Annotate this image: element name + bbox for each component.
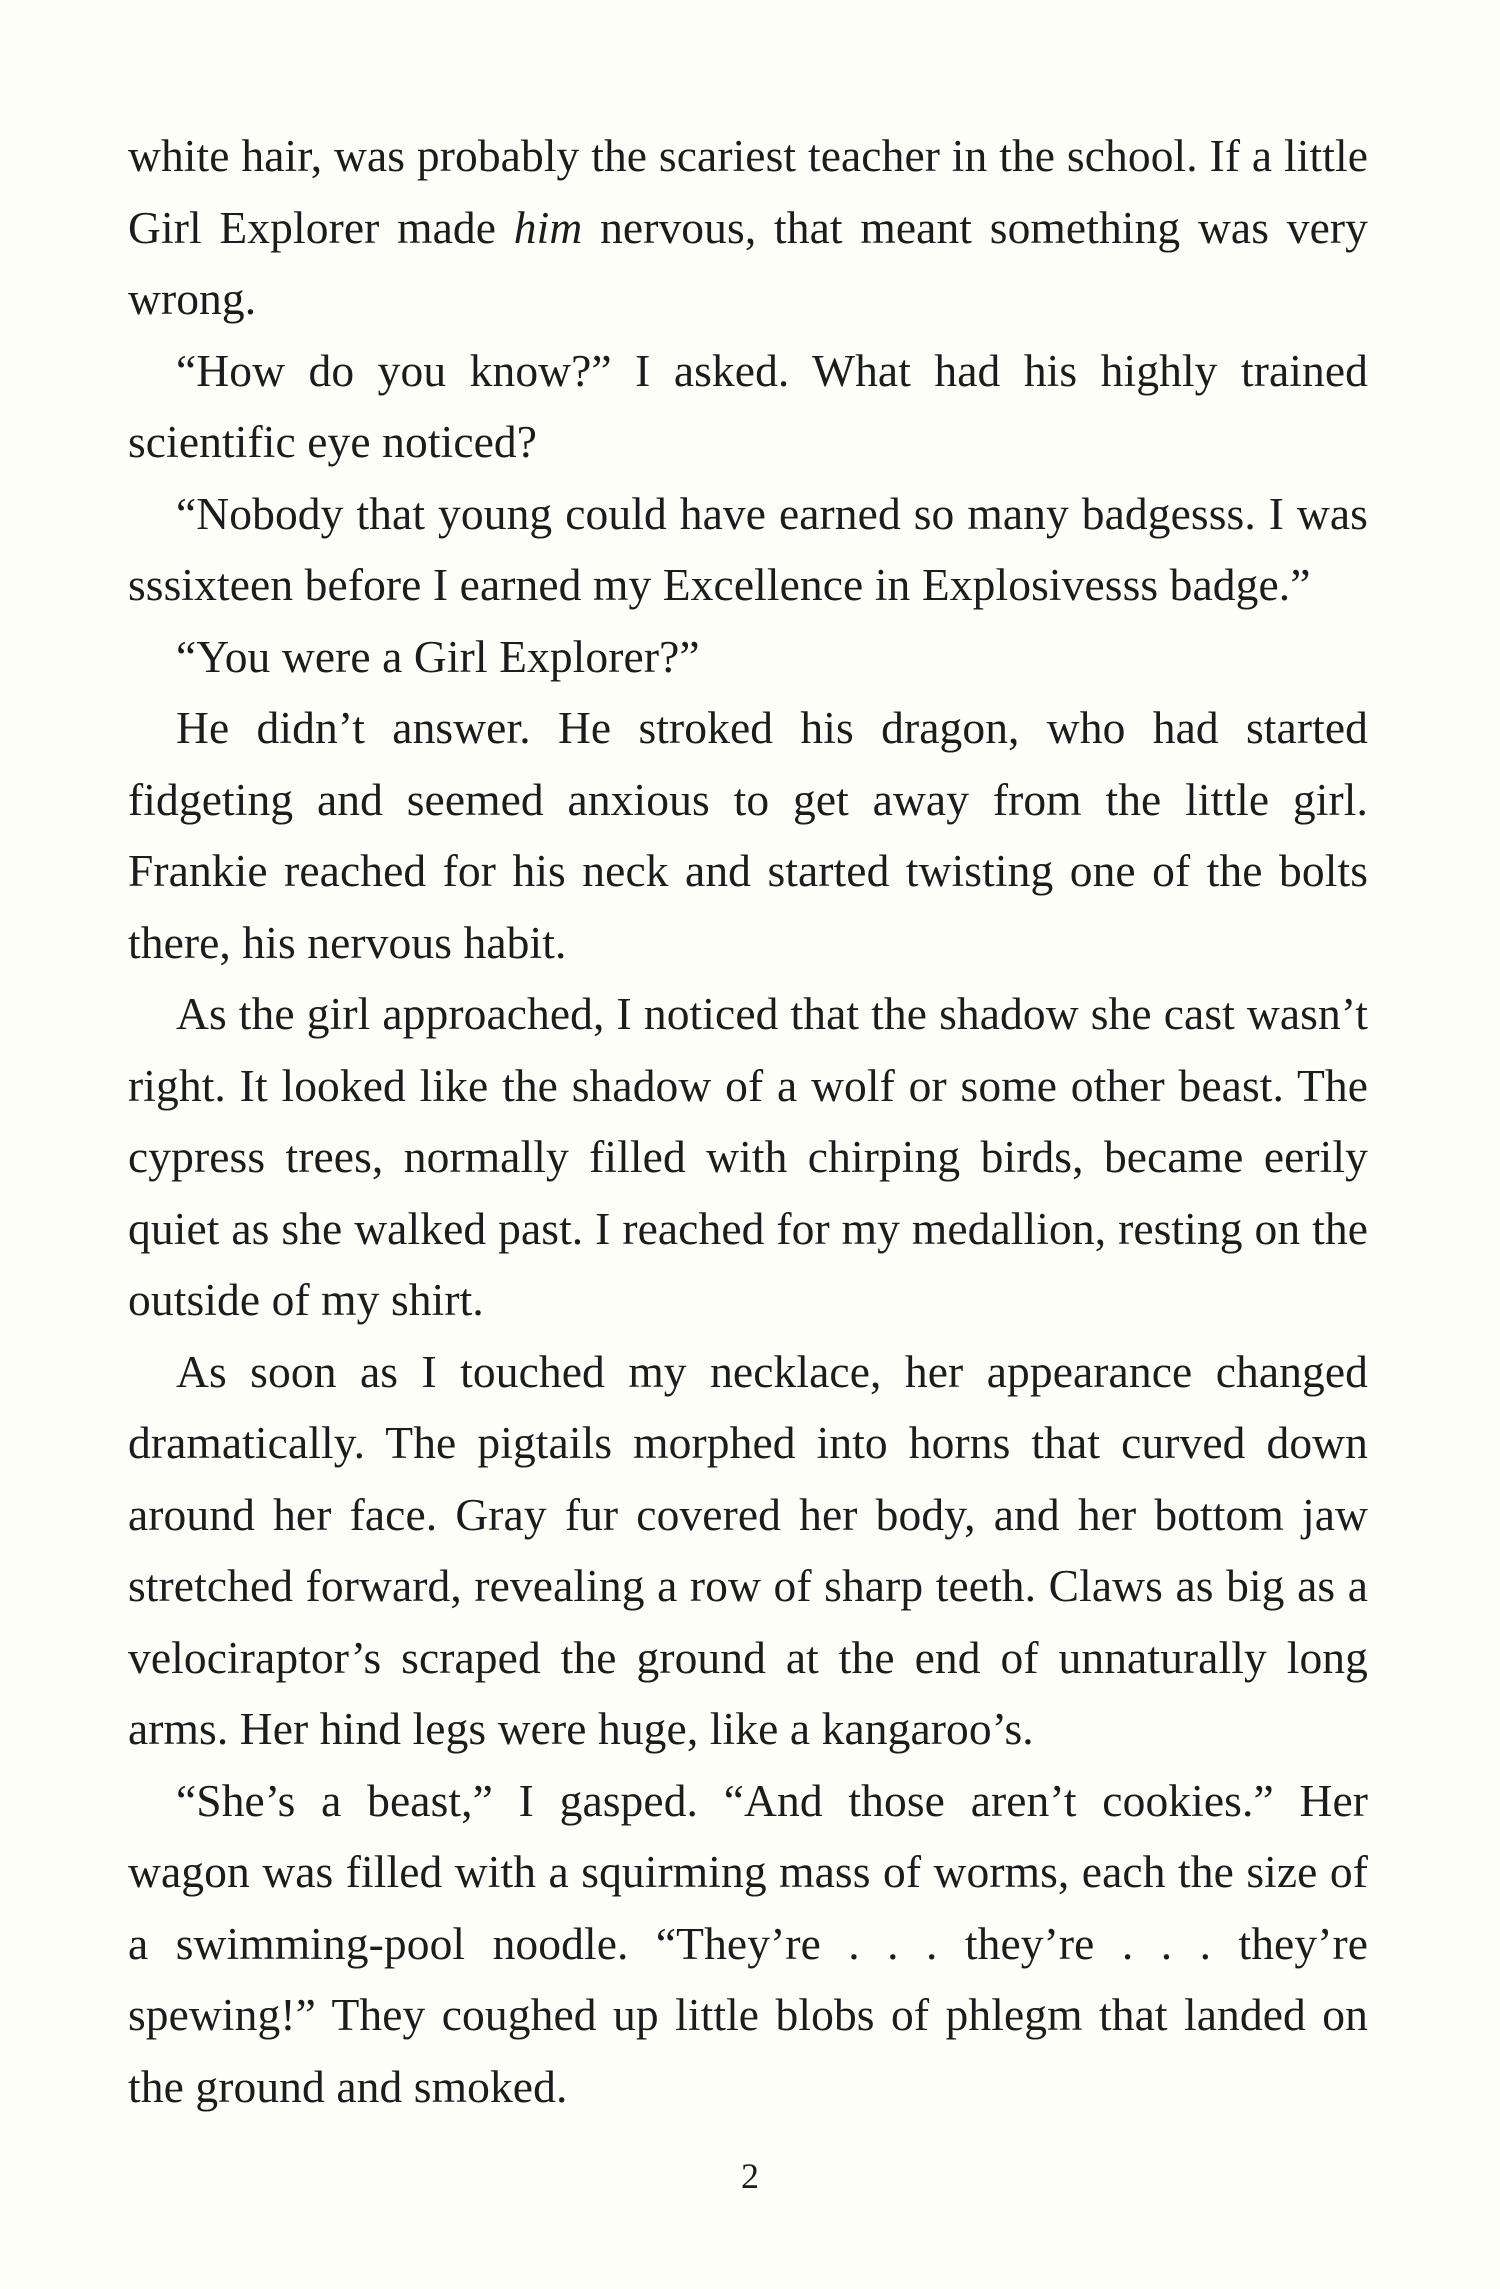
- paragraph-continued: [128, 120, 1368, 335]
- italic-emphasis: him: [513, 201, 583, 253]
- book-page: [128, 120, 1368, 2140]
- paragraph-text: nervous, that meant something was very wrong.: [128, 201, 1368, 324]
- paragraph: He didn’t answer. He stroked his dragon, who had started fidgeting and seemed anxious to get away from the little girl. Frankie reached for his neck and started twisting one of the bolts there, his nervous habit.: [128, 702, 1368, 968]
- page-number: 2: [741, 2156, 759, 2196]
- paragraph-text: white hair, was probably the scariest teacher in the school. If a little Girl Explorer made: [128, 130, 1368, 253]
- paragraph: “How do you know?” I asked. What had his highly trained scientific eye noticed?: [128, 344, 1368, 467]
- paragraph: As soon as I touched my necklace, her appearance changed dramatically. The pigtails morphed into horns that curved down around her face. Gray fur covered her body, and her bottom jaw stretched forward, revealing a row of sharp teeth. Claws as big as a velociraptor’s scraped the ground at the end of unnaturally long arms. Her hind legs were huge, like a kangaroo’s.: [128, 1345, 1368, 1754]
- paragraph: “You were a Girl Explorer?”: [176, 630, 700, 682]
- paragraph: “Nobody that young could have earned so many badgesss. I was sssixteen before I earned my Excellence in Explosivesss badge.”: [128, 487, 1368, 610]
- paragraph: As the girl approached, I noticed that the shadow she cast wasn’t right. It looked like the shadow of a wolf or some other beast. The cypress trees, normally filled with chirping birds, became eerily quiet as she walked past. I reached for my medallion, resting on the outside of my shirt.: [128, 988, 1368, 1325]
- paragraph: “She’s a beast,” I gasped. “And those aren’t cookies.” Her wagon was filled with a squirming mass of worms, each the size of a swimming-pool noodle. “They’re . . . they’re . . . they’re spewing!” They coughed up little blobs of phlegm that landed on the ground and smoked.: [128, 1774, 1368, 2112]
